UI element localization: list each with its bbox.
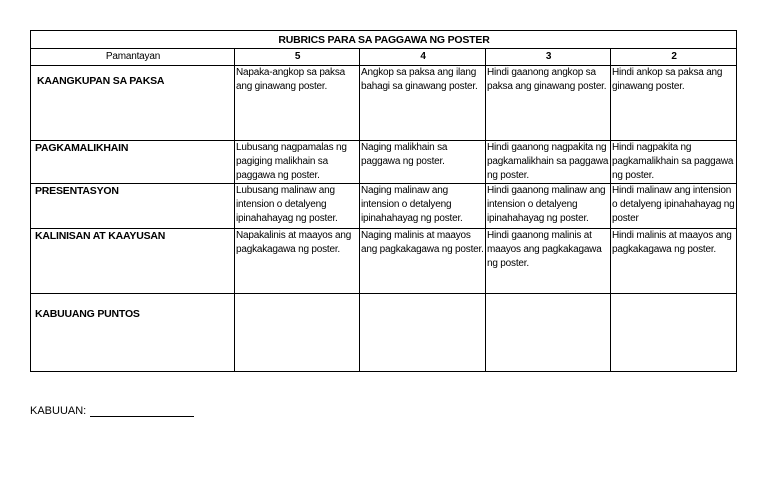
criterion-label: KALINISAN AT KAAYUSAN xyxy=(31,229,235,294)
header-criteria: Pamantayan xyxy=(31,49,235,66)
score-cell[interactable] xyxy=(611,294,737,372)
score-cell[interactable] xyxy=(360,294,486,372)
criterion-label: KAANGKUPAN SA PAKSA xyxy=(31,66,235,141)
score-cell[interactable] xyxy=(235,294,360,372)
table-cell: Hindi gaanong malinis at maayos ang pagkakagawa ng poster. xyxy=(486,229,611,294)
table-cell: Hindi malinis at maayos ang pagkakagawa ng poster. xyxy=(611,229,737,294)
total-blank-line[interactable] xyxy=(90,404,194,417)
table-cell: Angkop sa paksa ang ilang bahagi sa ginawang poster. xyxy=(360,66,486,141)
criterion-label: PAGKAMALIKHAIN xyxy=(31,141,235,184)
header-score-2: 2 xyxy=(611,49,737,66)
table-cell: Napaka-angkop sa paksa ang ginawang poster. xyxy=(235,66,360,141)
table-row xyxy=(31,294,737,372)
table-row xyxy=(31,184,737,229)
rubric-table xyxy=(30,30,737,372)
table-cell: Lubusang nagpamalas ng pagiging malikhain sa paggawa ng poster. xyxy=(235,141,360,184)
table-cell: Hindi gaanong nagpakita ng pagkamalikhain sa paggawa ng poster. xyxy=(486,141,611,184)
header-score-5: 5 xyxy=(235,49,360,66)
criterion-label: KABUUANG PUNTOS xyxy=(31,294,235,372)
table-cell: Hindi gaanong angkop sa paksa ang ginawang poster. xyxy=(486,66,611,141)
total-footer xyxy=(30,404,194,417)
table-cell: Hindi nagpakita ng pagkamalikhain sa paggawa ng poster. xyxy=(611,141,737,184)
header-row xyxy=(31,49,737,66)
table-cell: Napakalinis at maayos ang pagkakagawa ng poster. xyxy=(235,229,360,294)
table-row xyxy=(31,141,737,184)
score-cell[interactable] xyxy=(486,294,611,372)
header-score-3: 3 xyxy=(486,49,611,66)
header-score-4: 4 xyxy=(360,49,486,66)
total-label: KABUUAN: xyxy=(30,405,87,417)
table-cell: Naging malinaw ang intension o detalyeng ipinahahayag ng poster. xyxy=(360,184,486,229)
table-cell: Hindi gaanong malinaw ang intension o detalyeng ipinahahayag ng poster. xyxy=(486,184,611,229)
table-cell: Naging malinis at maayos ang pagkakagawa ng poster. xyxy=(360,229,486,294)
table-title: RUBRICS PARA SA PAGGAWA NG POSTER xyxy=(31,31,737,49)
table-cell: Hindi ankop sa paksa ang ginawang poster. xyxy=(611,66,737,141)
table-cell: Naging malikhain sa paggawa ng poster. xyxy=(360,141,486,184)
table-row xyxy=(31,66,737,141)
table-cell: Lubusang malinaw ang intension o detalyeng ipinahahayag ng poster. xyxy=(235,184,360,229)
table-row xyxy=(31,229,737,294)
criterion-label: PRESENTASYON xyxy=(31,184,235,229)
table-cell: Hindi malinaw ang intension o detalyeng ipinahahayag ng poster xyxy=(611,184,737,229)
